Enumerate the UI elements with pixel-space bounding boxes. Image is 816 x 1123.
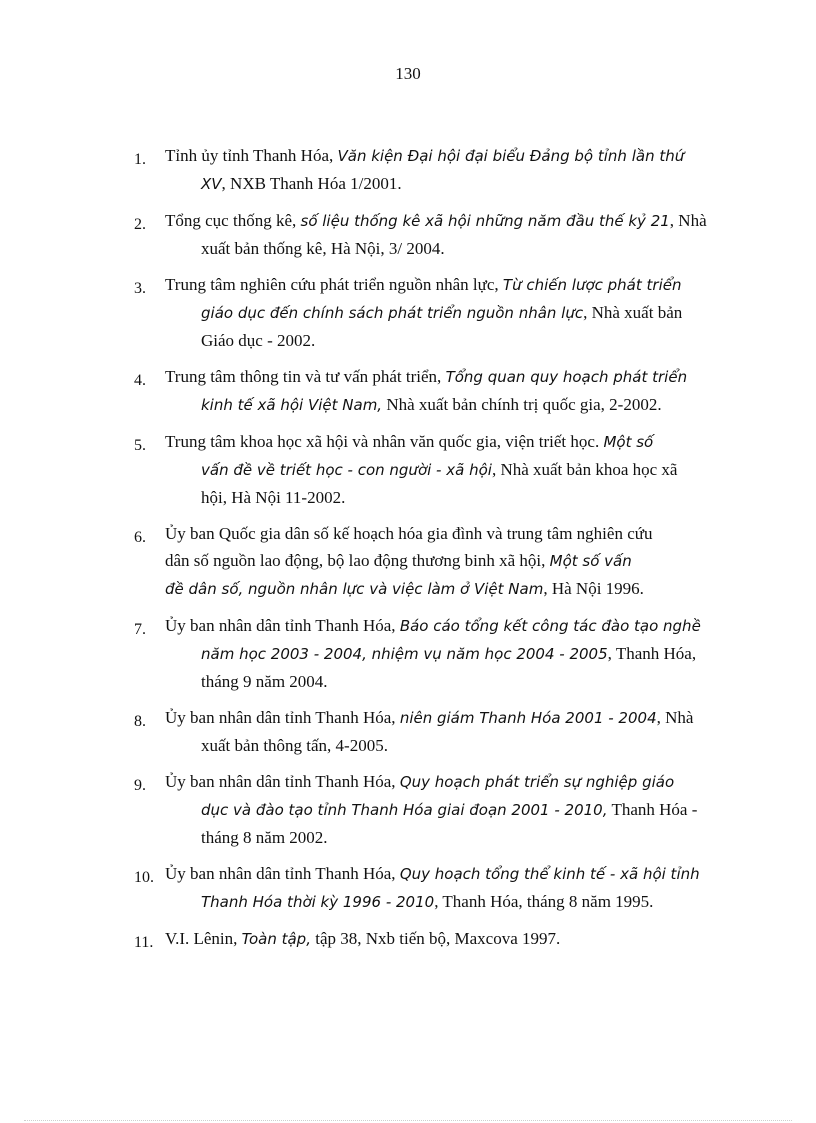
reference-title-text: Tổng quan quy hoạch phát triển	[445, 368, 688, 386]
reference-title-text: giáo dục đến chính sách phát triển nguồn nhân lực	[201, 304, 584, 322]
reference-item	[128, 520, 740, 603]
page-bottom-rule	[24, 1120, 792, 1121]
reference-text: Trung tâm thông tin và tư vấn phát triển,	[165, 367, 446, 386]
reference-text: Ủy ban nhân dân tỉnh Thanh Hóa,	[165, 708, 400, 727]
reference-title-text: dục và đào tạo tỉnh Thanh Hóa giai đoạn 2001 - 2010,	[201, 801, 608, 819]
reference-item	[128, 271, 740, 354]
reference-text: tập 38, Nxb tiến bộ, Maxcova 1997.	[310, 929, 561, 948]
reference-title-text: niên giám Thanh Hóa 2001 - 2004	[399, 709, 657, 727]
reference-line	[165, 860, 740, 888]
reference-text: , Nhà xuất bản	[583, 303, 683, 322]
reference-text: , Hà Nội 1996.	[543, 579, 644, 598]
reference-line	[165, 235, 740, 262]
reference-title-text: kinh tế xã hội Việt Nam,	[201, 396, 383, 414]
reference-title-text: năm học 2003 - 2004, nhiệm vụ năm học 2004 - 2005	[201, 645, 608, 663]
reference-line	[165, 142, 740, 170]
reference-line	[165, 456, 740, 484]
reference-text: , Thanh Hóa, tháng 8 năm 1995.	[434, 892, 654, 911]
reference-text: Trung tâm khoa học xã hội và nhân văn quốc gia, viện triết học.	[165, 432, 604, 451]
reference-line	[165, 732, 740, 759]
reference-text: , Thanh Hóa,	[607, 644, 697, 663]
reference-title-text: Một số	[603, 433, 654, 451]
reference-text: , NXB Thanh Hóa 1/2001.	[221, 174, 402, 193]
reference-number: 10.	[134, 869, 154, 886]
reference-text: Ủy ban Quốc gia dân số kế hoạch hóa gia đình và trung tâm nghiên cứu	[165, 524, 653, 543]
reference-title-text: Một số vấn	[549, 552, 632, 570]
reference-item	[128, 612, 740, 695]
reference-line	[165, 170, 740, 198]
page-number: 130	[395, 64, 421, 83]
reference-title-text: đề dân số, nguồn nhân lực và việc làm ở Việt Nam	[165, 580, 544, 598]
reference-line	[165, 299, 740, 327]
reference-number: 5.	[134, 437, 146, 454]
reference-line	[165, 768, 740, 796]
reference-title-text: Từ chiến lược phát triển	[502, 276, 682, 294]
reference-line	[165, 925, 740, 953]
reference-text: Ủy ban nhân dân tỉnh Thanh Hóa,	[165, 616, 400, 635]
reference-number: 6.	[134, 529, 146, 546]
reference-title-text: Báo cáo tổng kết công tác đào tạo nghề	[399, 617, 701, 635]
reference-line	[165, 271, 740, 299]
reference-line	[165, 888, 740, 916]
reference-number: 3.	[134, 280, 146, 297]
reference-text: xuất bản thống kê, Hà Nội, 3/ 2004.	[201, 239, 445, 258]
reference-text: tháng 9 năm 2004.	[201, 672, 328, 691]
reference-list	[128, 142, 740, 962]
reference-title-text: Toàn tập,	[241, 930, 311, 948]
reference-title-text: số liệu thống kê xã hội những năm đầu thế kỷ 21	[300, 212, 670, 230]
reference-line	[165, 484, 740, 511]
reference-number: 2.	[134, 216, 146, 233]
reference-title-text: XV	[201, 175, 222, 193]
reference-item	[128, 428, 740, 511]
reference-text: Thanh Hóa -	[607, 800, 698, 819]
reference-line	[165, 704, 740, 732]
reference-text: Nhà xuất bản chính trị quốc gia, 2-2002.	[382, 395, 662, 414]
reference-line	[165, 363, 740, 391]
reference-item	[128, 704, 740, 759]
reference-title-text: Văn kiện Đại hội đại biểu Đảng bộ tỉnh lần thứ	[337, 147, 685, 165]
reference-number: 8.	[134, 713, 146, 730]
reference-title-text: Quy hoạch phát triển sự nghiệp giáo	[399, 773, 675, 791]
reference-title-text: vấn đề về triết học - con người - xã hội	[201, 461, 492, 479]
reference-item	[128, 925, 740, 953]
reference-text: dân số nguồn lao động, bộ lao động thương binh xã hội,	[165, 551, 550, 570]
reference-item	[128, 860, 740, 916]
reference-text: , Nhà xuất bản khoa học xã	[491, 460, 678, 479]
reference-item	[128, 363, 740, 419]
reference-item	[128, 768, 740, 851]
reference-text: tháng 8 năm 2002.	[201, 828, 328, 847]
reference-text: Trung tâm nghiên cứu phát triển nguồn nhân lực,	[165, 275, 503, 294]
reference-text: Giáo dục - 2002.	[201, 331, 316, 350]
reference-item	[128, 207, 740, 262]
reference-number: 4.	[134, 372, 146, 389]
reference-item	[128, 142, 740, 198]
reference-title-text: Quy hoạch tổng thể kinh tế - xã hội tỉnh	[399, 865, 700, 883]
reference-number: 9.	[134, 777, 146, 794]
reference-line	[165, 207, 740, 235]
reference-line	[165, 428, 740, 456]
reference-text: Ủy ban nhân dân tỉnh Thanh Hóa,	[165, 772, 400, 791]
reference-text: Ủy ban nhân dân tỉnh Thanh Hóa,	[165, 864, 400, 883]
reference-line	[165, 668, 740, 695]
reference-text: xuất bản thông tấn, 4-2005.	[201, 736, 388, 755]
reference-line	[165, 391, 740, 419]
reference-text: Tỉnh ủy tỉnh Thanh Hóa,	[165, 146, 338, 165]
reference-line	[165, 327, 740, 354]
reference-line	[165, 575, 740, 603]
reference-text: , Nhà	[669, 211, 707, 230]
reference-line	[165, 796, 740, 824]
reference-line	[165, 824, 740, 851]
reference-line	[165, 547, 740, 575]
reference-text: V.I. Lênin,	[165, 929, 242, 948]
reference-title-text: Thanh Hóa thời kỳ 1996 - 2010	[201, 893, 435, 911]
reference-line	[165, 612, 740, 640]
reference-line	[165, 520, 740, 547]
reference-text: hội, Hà Nội 11-2002.	[201, 488, 346, 507]
reference-number: 11.	[134, 934, 154, 951]
reference-text: , Nhà	[656, 708, 694, 727]
reference-text: Tổng cục thống kê,	[165, 211, 301, 230]
reference-line	[165, 640, 740, 668]
reference-number: 7.	[134, 621, 146, 638]
reference-number: 1.	[134, 151, 146, 168]
